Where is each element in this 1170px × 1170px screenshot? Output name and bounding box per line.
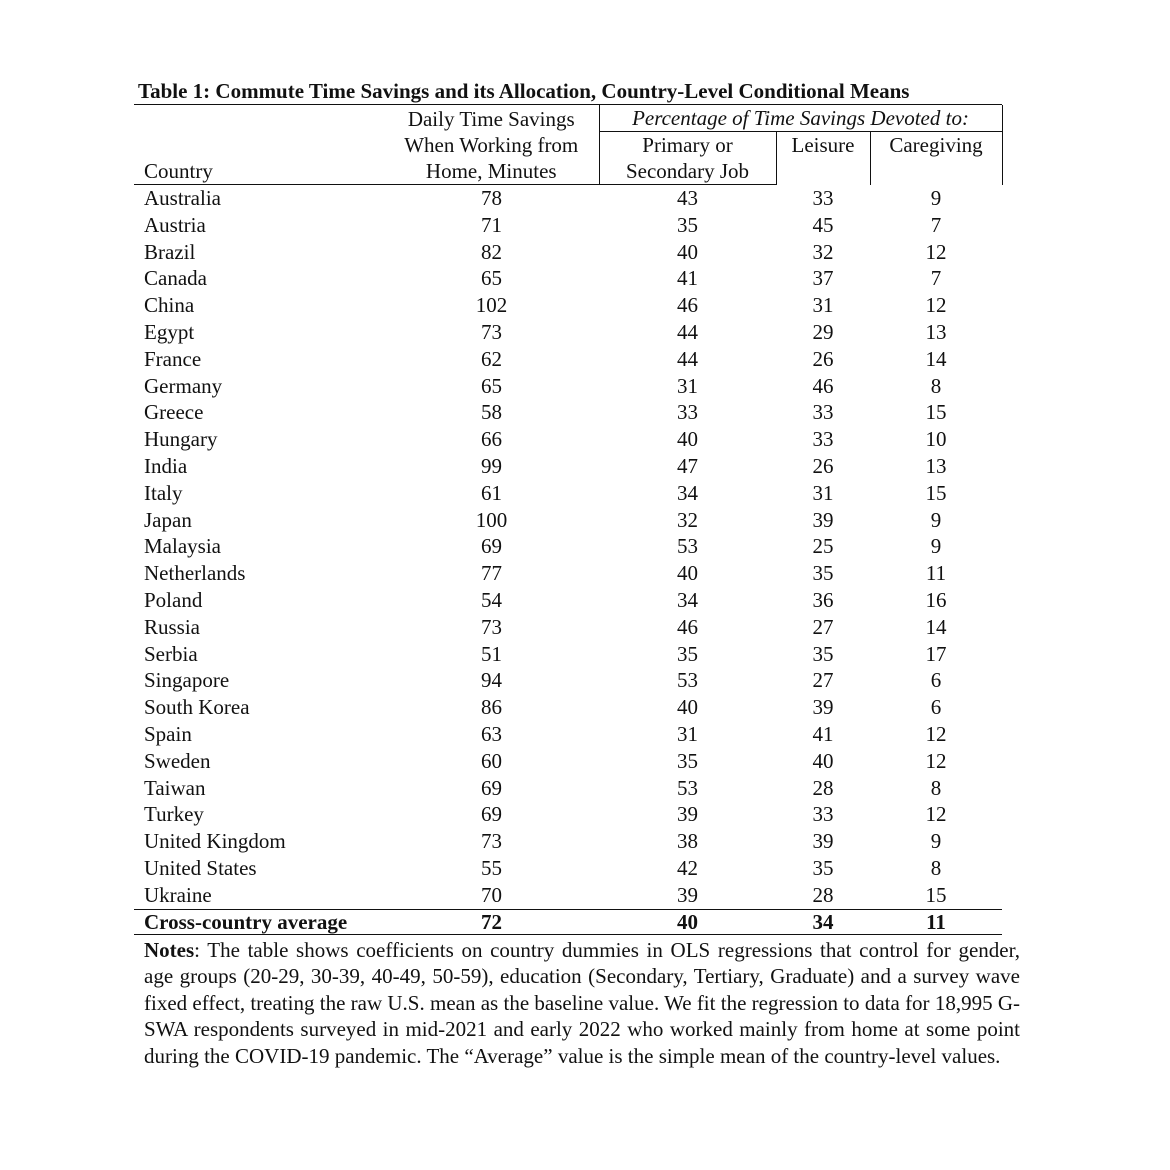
header-savings-line2: When Working from — [384, 132, 599, 159]
cell-country: Spain — [144, 721, 192, 746]
cell-country: France — [144, 346, 202, 371]
header-percentage-group: Percentage of Time Savings Devoted to: — [599, 105, 1002, 132]
average-savings: 72 — [384, 909, 599, 934]
cell-savings: 77 — [481, 561, 502, 586]
cell-job: 39 — [677, 882, 698, 907]
cell-country: Poland — [144, 587, 203, 612]
cell-leisure: 39 — [812, 695, 834, 720]
cell-caregiving: 12 — [925, 748, 947, 773]
cell-country: Canada — [144, 266, 207, 291]
average-leisure: 34 — [776, 909, 870, 934]
cell-country: Brazil — [144, 239, 196, 264]
cell-savings: 69 — [481, 775, 502, 800]
cell-leisure: 31 — [812, 293, 834, 318]
cell-leisure: 26 — [812, 346, 834, 371]
cell-country: United Kingdom — [144, 829, 286, 854]
cell-caregiving: 14 — [925, 346, 947, 371]
cell-job: 34 — [677, 480, 698, 505]
cell-country: Hungary — [144, 427, 218, 452]
cell-job: 39 — [677, 802, 698, 827]
cell-caregiving: 12 — [925, 721, 947, 746]
cell-savings: 54 — [481, 587, 502, 612]
table-row — [134, 399, 1002, 426]
table-notes — [134, 935, 1020, 1070]
table-row — [134, 453, 1002, 480]
cell-country: Austria — [144, 212, 206, 237]
cell-caregiving: 16 — [925, 587, 947, 612]
cell-caregiving: 13 — [925, 453, 947, 478]
cell-job: 46 — [677, 293, 698, 318]
table-row — [134, 748, 1002, 775]
cell-caregiving: 11 — [925, 561, 947, 586]
cell-job: 35 — [677, 748, 698, 773]
header-leisure: Leisure — [791, 133, 855, 157]
cell-savings: 66 — [481, 427, 502, 452]
average-job: 40 — [599, 909, 776, 934]
cell-caregiving: 9 — [930, 829, 942, 854]
header-country: Country — [134, 158, 384, 185]
cell-job: 40 — [677, 239, 698, 264]
table-row — [134, 587, 1002, 614]
table-row — [134, 694, 1002, 721]
cell-leisure: 31 — [812, 480, 834, 505]
table-row — [134, 614, 1002, 641]
cell-job: 33 — [677, 400, 698, 425]
cell-leisure: 46 — [812, 373, 834, 398]
cell-job: 38 — [677, 829, 698, 854]
cell-job: 35 — [677, 641, 698, 666]
cell-caregiving: 13 — [925, 319, 947, 344]
cell-country: Turkey — [144, 802, 204, 827]
cell-savings: 71 — [481, 212, 502, 237]
cell-leisure: 45 — [812, 212, 834, 237]
cell-caregiving: 15 — [925, 400, 947, 425]
cell-leisure: 32 — [812, 239, 834, 264]
cell-caregiving: 10 — [925, 427, 947, 452]
table-row — [134, 426, 1002, 453]
header-caregiving: Caregiving — [870, 132, 1002, 185]
cell-leisure: 35 — [812, 641, 834, 666]
header-savings-line3: Home, Minutes — [384, 158, 599, 185]
cell-caregiving: 9 — [930, 534, 942, 559]
cell-leisure: 28 — [812, 775, 834, 800]
cell-savings: 73 — [481, 829, 502, 854]
cell-country: Italy — [144, 480, 183, 505]
cell-caregiving: 12 — [925, 802, 947, 827]
cell-caregiving: 6 — [930, 695, 942, 720]
cell-caregiving: 8 — [930, 855, 942, 880]
cell-job: 43 — [677, 186, 698, 210]
cell-savings: 99 — [481, 453, 502, 478]
cell-leisure: 26 — [812, 453, 834, 478]
table-row — [134, 560, 1002, 587]
cell-leisure: 28 — [812, 882, 834, 907]
cell-savings: 55 — [481, 855, 502, 880]
cell-savings: 82 — [481, 239, 502, 264]
cell-leisure: 25 — [812, 534, 834, 559]
table-row — [134, 882, 1002, 909]
cell-leisure: 33 — [812, 802, 834, 827]
cell-job: 34 — [677, 587, 698, 612]
cell-savings: 94 — [481, 668, 502, 693]
cell-leisure: 37 — [812, 266, 834, 291]
cell-caregiving: 8 — [930, 373, 942, 398]
cell-country: Greece — [144, 400, 204, 425]
table-row — [134, 319, 1002, 346]
cell-leisure: 36 — [812, 587, 834, 612]
cell-savings: 63 — [481, 721, 502, 746]
table-row — [134, 480, 1002, 507]
table-row — [134, 292, 1002, 319]
cell-country: Sweden — [144, 748, 211, 773]
cell-savings: 70 — [481, 882, 502, 907]
table-row — [134, 775, 1002, 802]
cell-savings: 86 — [481, 695, 502, 720]
cell-caregiving: 7 — [930, 212, 942, 237]
cell-job: 31 — [677, 721, 698, 746]
cell-job: 44 — [677, 346, 698, 371]
table-row — [134, 346, 1002, 373]
cell-caregiving: 17 — [925, 641, 947, 666]
header-job-line2: Secondary Job — [599, 158, 776, 185]
cell-leisure: 39 — [812, 829, 834, 854]
table-body — [134, 185, 1002, 910]
cell-job: 31 — [677, 373, 698, 398]
cell-job: 53 — [677, 775, 698, 800]
cell-savings: 73 — [481, 319, 502, 344]
table-row — [134, 239, 1002, 266]
cell-savings: 102 — [475, 293, 508, 318]
cell-country: Malaysia — [144, 534, 221, 559]
cell-job: 35 — [677, 212, 698, 237]
cell-savings: 51 — [481, 641, 502, 666]
cell-savings: 69 — [481, 534, 502, 559]
cell-country: Netherlands — [144, 561, 246, 586]
table-row — [134, 667, 1002, 694]
cell-caregiving: 9 — [930, 507, 942, 532]
cell-caregiving: 6 — [930, 668, 942, 693]
cell-country: United States — [144, 855, 257, 880]
table-row — [134, 507, 1002, 534]
header-job-line1: Primary or — [599, 132, 776, 159]
cell-caregiving: 12 — [925, 293, 947, 318]
table-row — [134, 265, 1002, 292]
average-row — [134, 909, 1002, 934]
cell-leisure: 40 — [812, 748, 834, 773]
cell-caregiving: 7 — [930, 266, 942, 291]
cell-country: South Korea — [144, 695, 250, 720]
cell-country: Serbia — [144, 641, 198, 666]
cell-job: 53 — [677, 534, 698, 559]
cell-country: China — [144, 293, 195, 318]
cell-job: 40 — [677, 427, 698, 452]
cell-caregiving: 14 — [925, 614, 947, 639]
cell-leisure: 33 — [812, 427, 834, 452]
cell-caregiving: 15 — [925, 882, 947, 907]
table-row — [134, 533, 1002, 560]
cell-country: Egypt — [144, 319, 195, 344]
cell-leisure: 33 — [812, 185, 834, 210]
cell-job: 40 — [677, 695, 698, 720]
table-row — [134, 641, 1002, 668]
cell-caregiving: 8 — [930, 775, 942, 800]
notes-label: Notes — [144, 937, 195, 962]
cell-leisure: 27 — [812, 614, 834, 639]
cell-savings: 62 — [481, 346, 502, 371]
cell-savings: 58 — [481, 400, 502, 425]
table-row — [134, 801, 1002, 828]
cell-savings: 100 — [475, 507, 508, 532]
cell-caregiving: 15 — [925, 480, 947, 505]
cell-caregiving: 12 — [925, 239, 947, 264]
cell-savings: 61 — [481, 480, 502, 505]
cell-country: Japan — [144, 507, 192, 532]
cell-caregiving: 9 — [930, 185, 942, 210]
cell-leisure: 39 — [812, 507, 834, 532]
table-title: Table 1: Commute Time Savings and its Allocation, Country-Level Conditional Means — [134, 78, 1002, 105]
cell-job: 46 — [677, 614, 698, 639]
table-row — [134, 828, 1002, 855]
cell-country: Singapore — [144, 668, 230, 693]
cell-savings: 73 — [481, 614, 502, 639]
cell-leisure: 33 — [812, 400, 834, 425]
average-label: Cross-country average — [134, 909, 384, 934]
cell-savings: 65 — [481, 266, 502, 291]
cell-country: Ukraine — [144, 882, 212, 907]
cell-job: 40 — [677, 561, 698, 586]
cell-job: 41 — [677, 266, 698, 291]
table-row — [134, 373, 1002, 400]
cell-job: 47 — [677, 453, 698, 478]
cell-leisure: 27 — [812, 668, 834, 693]
cell-country: Russia — [144, 614, 201, 639]
cell-savings: 78 — [481, 186, 502, 210]
cell-country: Australia — [144, 186, 221, 210]
cell-job: 44 — [677, 319, 698, 344]
cell-country: India — [144, 453, 188, 478]
table-row — [134, 185, 1002, 212]
cell-leisure: 41 — [812, 721, 834, 746]
cell-savings: 69 — [481, 802, 502, 827]
table-row — [134, 212, 1002, 239]
table-row — [134, 721, 1002, 748]
cell-savings: 60 — [481, 748, 502, 773]
table-row — [134, 855, 1002, 882]
cell-leisure: 29 — [812, 319, 834, 344]
cell-country: Taiwan — [144, 775, 206, 800]
average-caregiving: 11 — [870, 909, 1002, 934]
cell-leisure: 35 — [812, 855, 834, 880]
cell-job: 32 — [677, 507, 698, 532]
document — [134, 78, 1020, 1069]
data-table — [134, 105, 1003, 935]
cell-job: 53 — [677, 668, 698, 693]
notes-text: : The table shows coefficients on country dummies in OLS regressions that control for gender, age groups (20-29, 30-39, 40-49, 50-59), education (Secondary, Tertiary, Graduate) and a survey wave fixed effect, treating the raw U.S. mean as the baseline value. We fit the regression to data for 18,995 G-SWA respondents surveyed in mid-2021 and early 2022 who worked mainly from home at some point during the COVID-19 pandemic. The “Average” value is the simple mean of the country-level values. — [144, 937, 1020, 1068]
header-savings-line1: Daily Time Savings — [384, 105, 599, 132]
cell-job: 42 — [677, 855, 698, 880]
cell-country: Germany — [144, 373, 223, 398]
cell-savings: 65 — [481, 373, 502, 398]
cell-leisure: 35 — [812, 561, 834, 586]
